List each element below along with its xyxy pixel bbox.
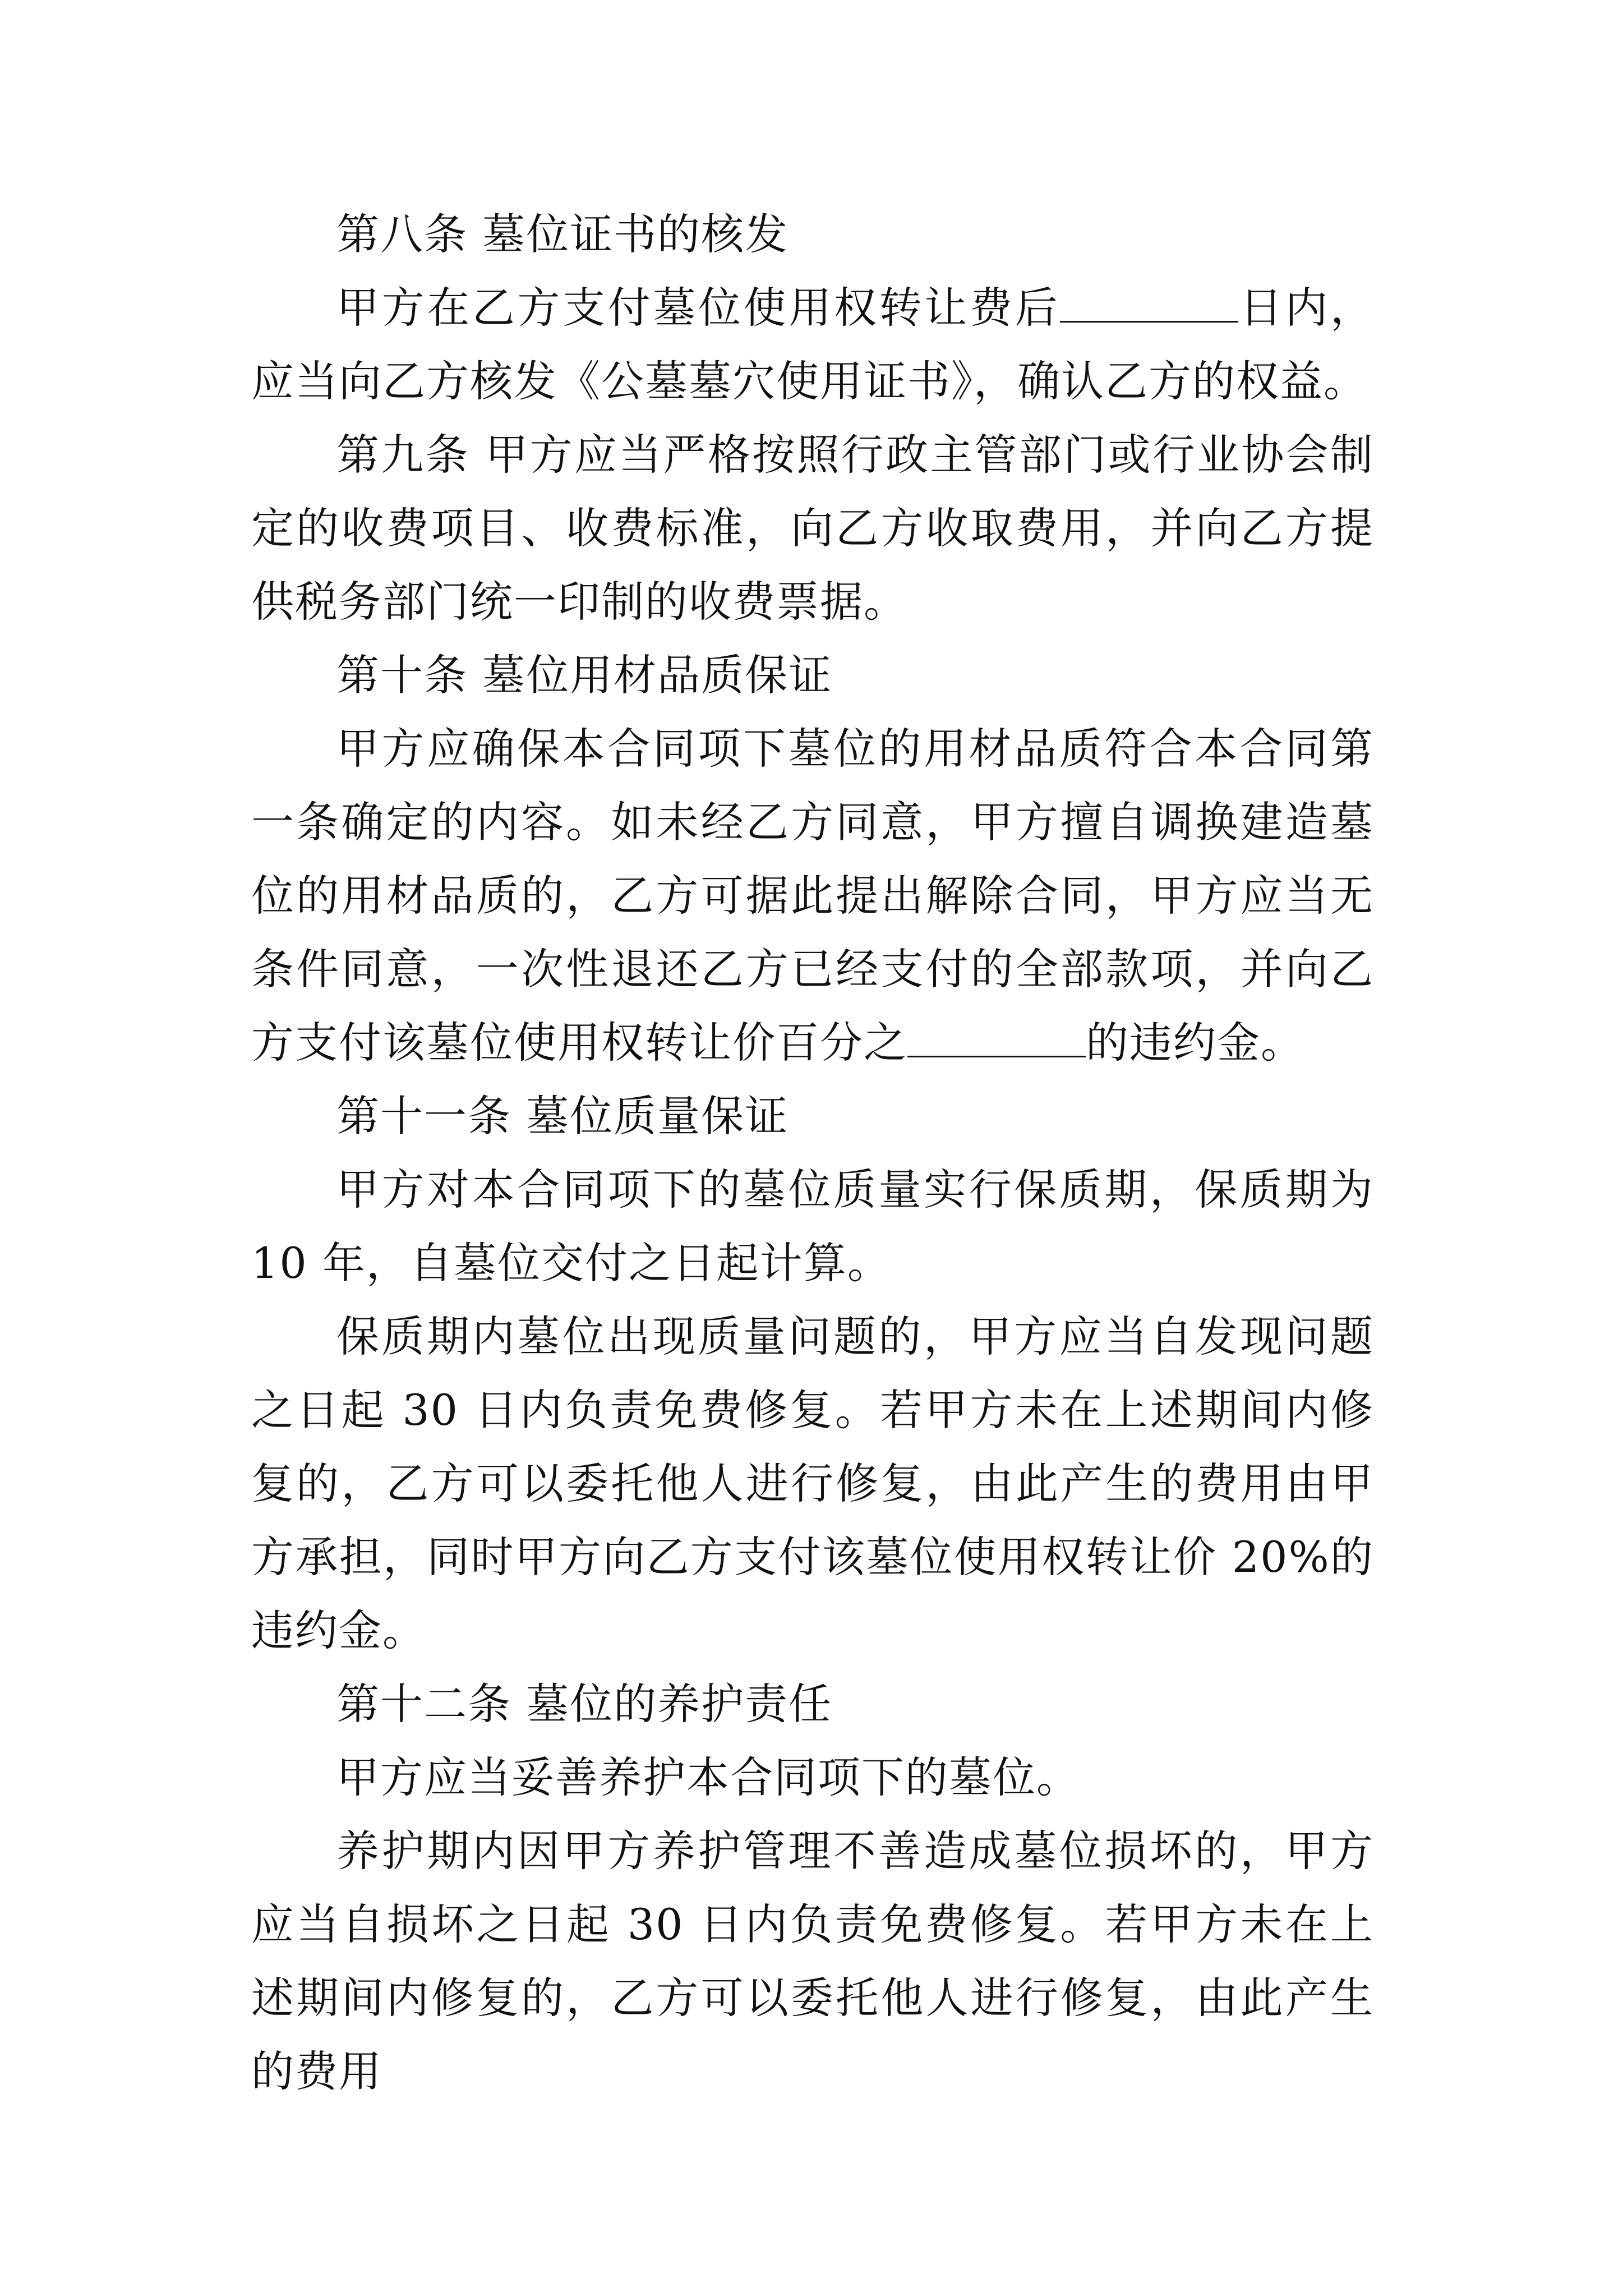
- document-body: [251, 197, 1374, 2108]
- fill-in-blank-days[interactable]: [1060, 286, 1238, 323]
- article-11-paragraph-2: 保质期内墓位出现质量问题的，甲方应当自发现问题之日起 30 日内负责免费修复。若甲方未在上述期间内修复的，乙方可以委托他人进行修复，由此产生的费用由甲方承担，同时甲方向乙方支付该墓位使用权转让价 20%的违约金。: [251, 1312, 1374, 1655]
- article-8-text-after-blank: 日内，应当向乙方核发《公墓墓穴使用证书》，确认乙方的权益。: [251, 283, 1375, 406]
- article-8-text-before-blank: 甲方在乙方支付墓位使用权转让费后: [336, 283, 1061, 333]
- article-11-heading: 第十一条 墓位质量保证: [336, 1091, 789, 1141]
- article-10-text-before-blank: 甲方应确保本合同项下墓位的用材品质符合本合同第一条确定的内容。如未经乙方同意，甲方擅自调换建造墓位的用材品质的，乙方可据此提出解除合同，甲方应当无条件同意，一次性退还乙方已经支付的全部款项，并向乙方支付该墓位使用权转让价百分之: [251, 724, 1374, 1068]
- article-12-heading: 第十二条 墓位的养护责任: [336, 1679, 833, 1729]
- article-11-paragraph-1: 甲方对本合同项下的墓位质量实行保质期，保质期为 10 年，自墓位交付之日起计算。: [251, 1165, 1374, 1288]
- article-10-text-after-blank: 的违约金。: [1086, 1018, 1304, 1068]
- article-10-paragraph-1: [251, 712, 1374, 1079]
- article-12-paragraph-2: 养护期内因甲方养护管理不善造成墓位损坏的，甲方应当自损坏之日起 30 日内负责免费修复。若甲方未在上述期间内修复的，乙方可以委托他人进行修复，由此产生的费用: [251, 1826, 1374, 2096]
- fill-in-blank-percent[interactable]: [907, 1021, 1086, 1057]
- article-9-paragraph: 第九条 甲方应当严格按照行政主管部门或行业协会制定的收费项目、收费标准，向乙方收取费用，并向乙方提供税务部门统一印制的收费票据。: [251, 430, 1374, 627]
- article-12-paragraph-1: 甲方应当妥善养护本合同项下的墓位。: [336, 1752, 1080, 1802]
- article-10-heading: 第十条 墓位用材品质保证: [336, 650, 833, 700]
- article-8-heading: 第八条 墓位证书的核发: [336, 209, 789, 259]
- article-8-paragraph-1: [251, 271, 1374, 418]
